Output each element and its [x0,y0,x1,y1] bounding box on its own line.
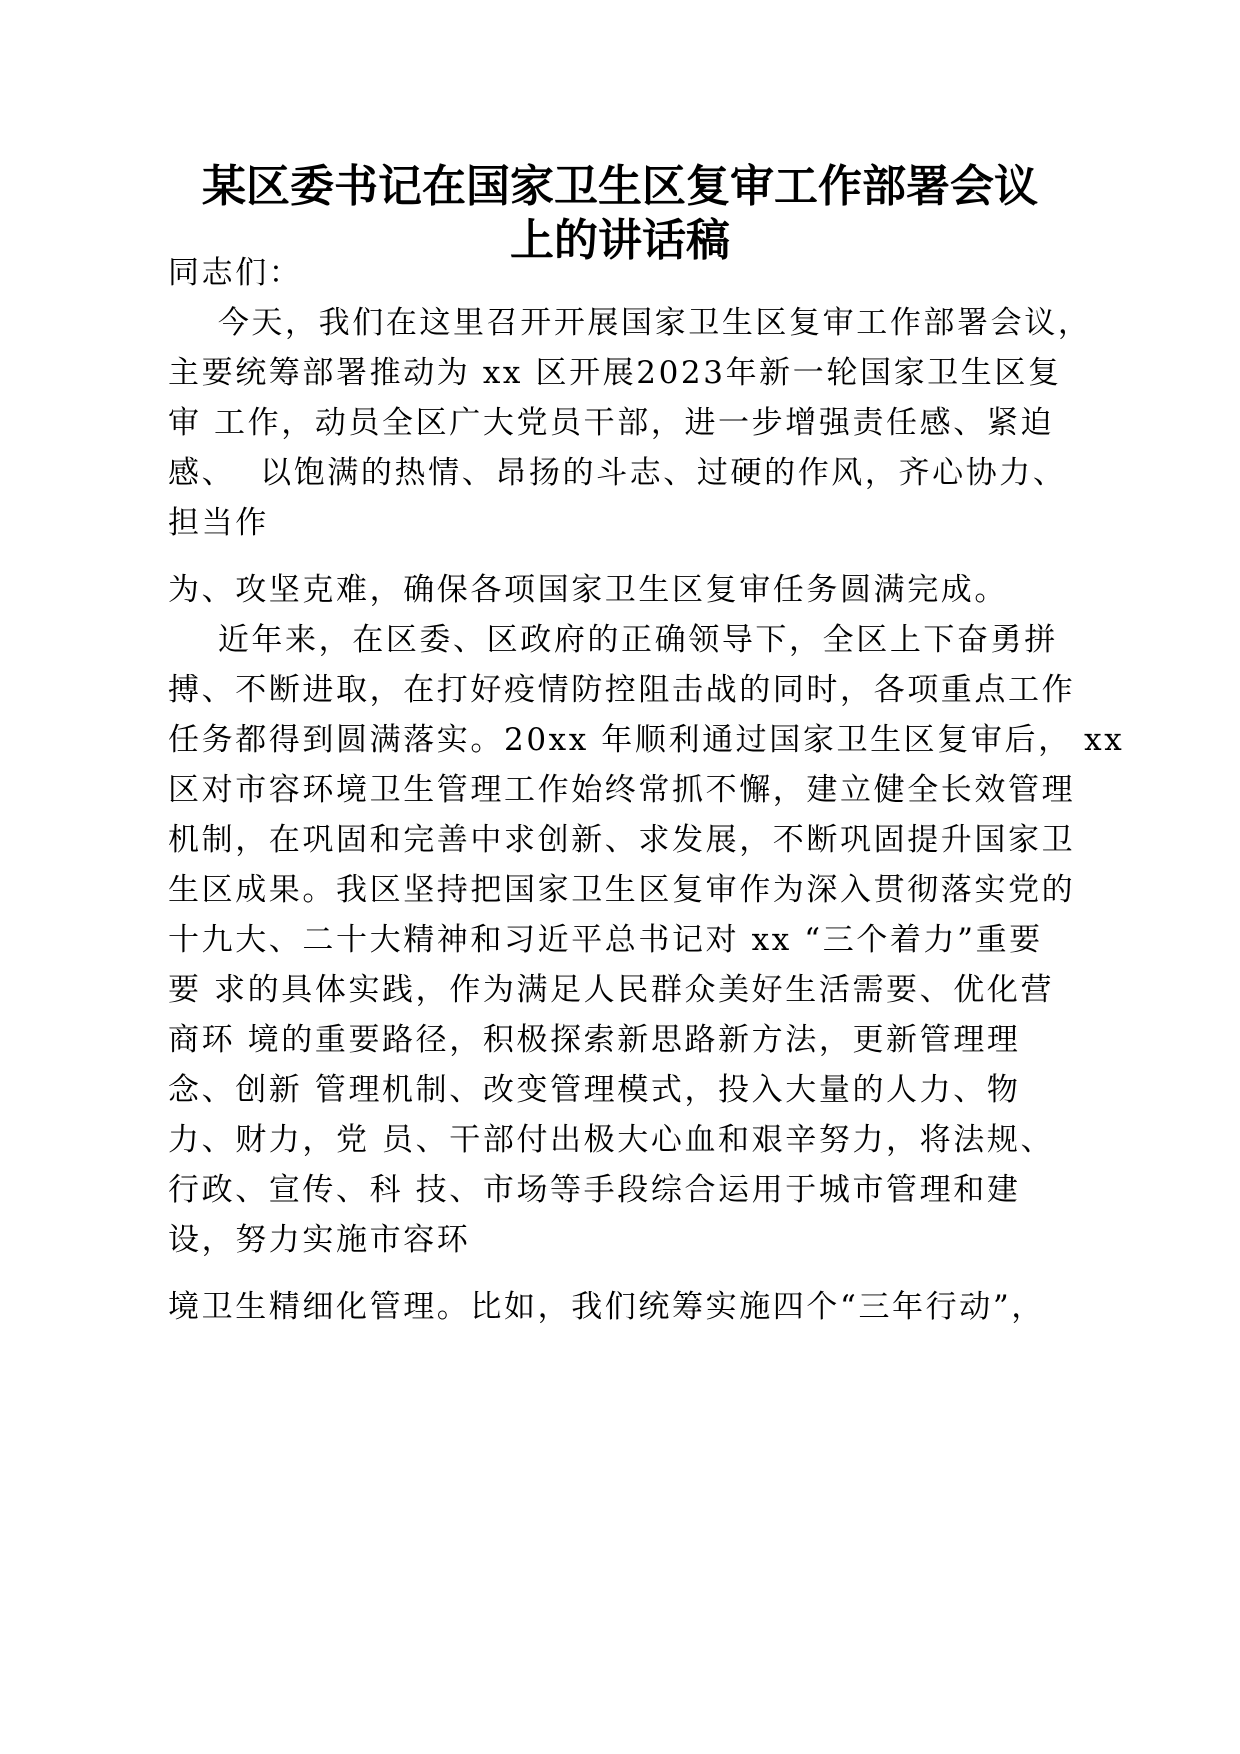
body-text-line: 境卫生精细化管理。比如，我们统筹实施四个“三年行动”， [168,1289,1045,1325]
body-text-line: 担当作 [168,505,269,541]
body-text-line: 商环 境的重要路径，积极探索新思路新方法，更新管理理 [168,1022,1021,1058]
document-title-line-2: 上的讲话稿 [510,215,730,266]
body-text-line: 十九大、二十大精神和习近平总书记对 xx “三个着力”重要 [168,922,1043,958]
body-text-line: 要 求的具体实践，作为满足人民群众美好生活需要、优化营 [168,972,1055,1008]
body-text-line: 区对市容环境卫生管理工作始终常抓不懈，建立健全长效管理 [168,772,1076,808]
body-text-line: 为、攻坚克难，确保各项国家卫生区复审任务圆满完成。 [168,572,1008,608]
body-text-line: 生区成果。我区坚持把国家卫生区复审作为深入贯彻落实党的 [168,872,1076,908]
body-text-line: 近年来，在区委、区政府的正确领导下，全区上下奋勇拼 [168,622,1058,658]
document-title-line-1: 某区委书记在国家卫生区复审工作部署会议 [202,161,1038,212]
body-text-line: 感、 以饱满的热情、昂扬的斗志、过硬的作风，齐心协力、 [168,455,1067,491]
body-text-line: 力、财力，党 员、干部付出极大心血和艰辛努力，将法规、 [168,1122,1055,1158]
salutation-line: 同志们： [168,255,303,291]
body-text-line: 今天，我们在这里召开开展国家卫生区复审工作部署会议， [168,305,1092,341]
body-text-line: 任务都得到圆满落实。20xx 年顺利通过国家卫生区复审后， xx [168,722,1125,758]
body-text-line: 审 工作，动员全区广大党员干部，进一步增强责任感、紧迫 [168,405,1055,441]
body-text-line: 主要统筹部署推动为 xx 区开展2023年新一轮国家卫生区复 [168,355,1062,391]
body-text-line: 机制，在巩固和完善中求创新、求发展，不断巩固提升国家卫 [168,822,1076,858]
body-text-line: 念、创新 管理机制、改变管理模式，投入大量的人力、物 [168,1072,1021,1108]
body-text-line: 搏、不断进取，在打好疫情防控阻击战的同时，各项重点工作 [168,672,1076,708]
body-text-line: 设，努力实施市容环 [168,1222,471,1258]
body-text-line: 行政、宣传、科 技、市场等手段综合运用于城市管理和建 [168,1172,1021,1208]
